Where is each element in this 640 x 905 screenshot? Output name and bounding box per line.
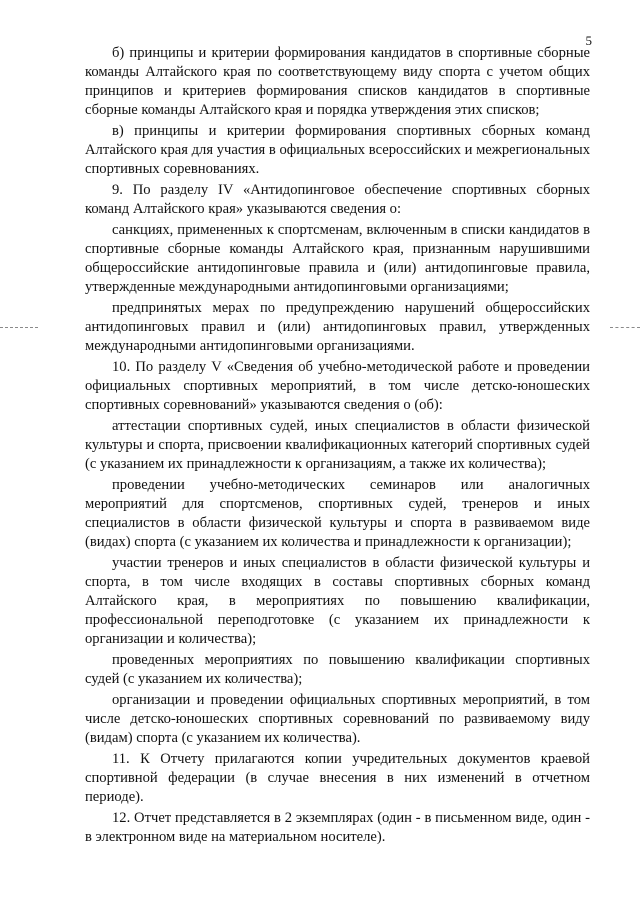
- paragraph-attestation: аттестации спортивных судей, иных специалистов в области физической культуры и спорта, присвоении квалификационных категорий спортивных судей (с указанием их принадлежности к организациям, а также их количества);: [85, 418, 590, 472]
- paragraph-report-copies: 12. Отчет представляется в 2 экземплярах (один - в письменном виде, один - в электронном виде на материальном носителе).: [85, 810, 590, 845]
- document-body: [85, 44, 590, 849]
- scan-artifact-line-right: [610, 327, 640, 328]
- paragraph-section-v: 10. По разделу V «Сведения об учебно-методической работе и проведении официальных спортивных мероприятий, в том числе детско-юношеских спортивных соревнований» указываются сведения о (об):: [85, 359, 590, 413]
- paragraph-seminars: проведении учебно-методических семинаров или аналогичных мероприятий для спортсменов, спортивных судей, тренеров и иных специалистов в области физической культуры и спорта в развиваемом виде (видах) спорта (с указанием их количества и принадлежности к организации);: [85, 477, 590, 550]
- paragraph-founding-documents: 11. К Отчету прилагаются копии учредительных документов краевой спортивной федерации (в случае внесения в них изменений в отчетном периоде).: [85, 751, 590, 805]
- paragraph-trainer-participation: участии тренеров и иных специалистов в области физической культуры и спорта, в том числе входящих в составы спортивных сборных команд Алтайского края, в мероприятиях по повышению квалификации, профессиональной переподготовке (с указанием их принадлежности к организации и количества);: [85, 555, 590, 647]
- paragraph-criteria-candidates: б) принципы и критерии формирования кандидатов в спортивные сборные команды Алтайского края по соответствующему виду спорта с учетом общих принципов и критериев формирования списков кандидатов в спортивные сборные команды Алтайского края и порядка утверждения этих списков;: [85, 45, 590, 118]
- page-number: 5: [585, 33, 592, 48]
- paragraph-criteria-teams: в) принципы и критерии формирования спортивных сборных команд Алтайского края для участия в официальных всероссийских и межрегиональных спортивных соревнованиях.: [85, 123, 590, 177]
- paragraph-prevention-measures: предпринятых мерах по предупреждению нарушений общероссийских антидопинговых правил и (или) антидопинговых правил, утвержденных международными антидопинговыми организациями.: [85, 300, 590, 354]
- paragraph-official-events: организации и проведении официальных спортивных мероприятий, в том числе детско-юношеских спортивных соревнований по развиваемому виду (видам) спорта (с указанием их количества).: [85, 692, 590, 746]
- paragraph-judges-qualification: проведенных мероприятиях по повышению квалификации спортивных судей (с указанием их количества);: [85, 652, 590, 687]
- paragraph-sanctions: санкциях, примененных к спортсменам, включенным в списки кандидатов в спортивные сборные команды Алтайского края, признанным нарушившими общероссийские антидопинговые правила и (или) антидопинговые правила, утвержденные международными антидопинговыми организациями;: [85, 222, 590, 295]
- paragraph-section-iv: 9. По разделу IV «Антидопинговое обеспечение спортивных сборных команд Алтайского края» указываются сведения о:: [85, 182, 590, 217]
- scan-artifact-line-left: [0, 327, 38, 328]
